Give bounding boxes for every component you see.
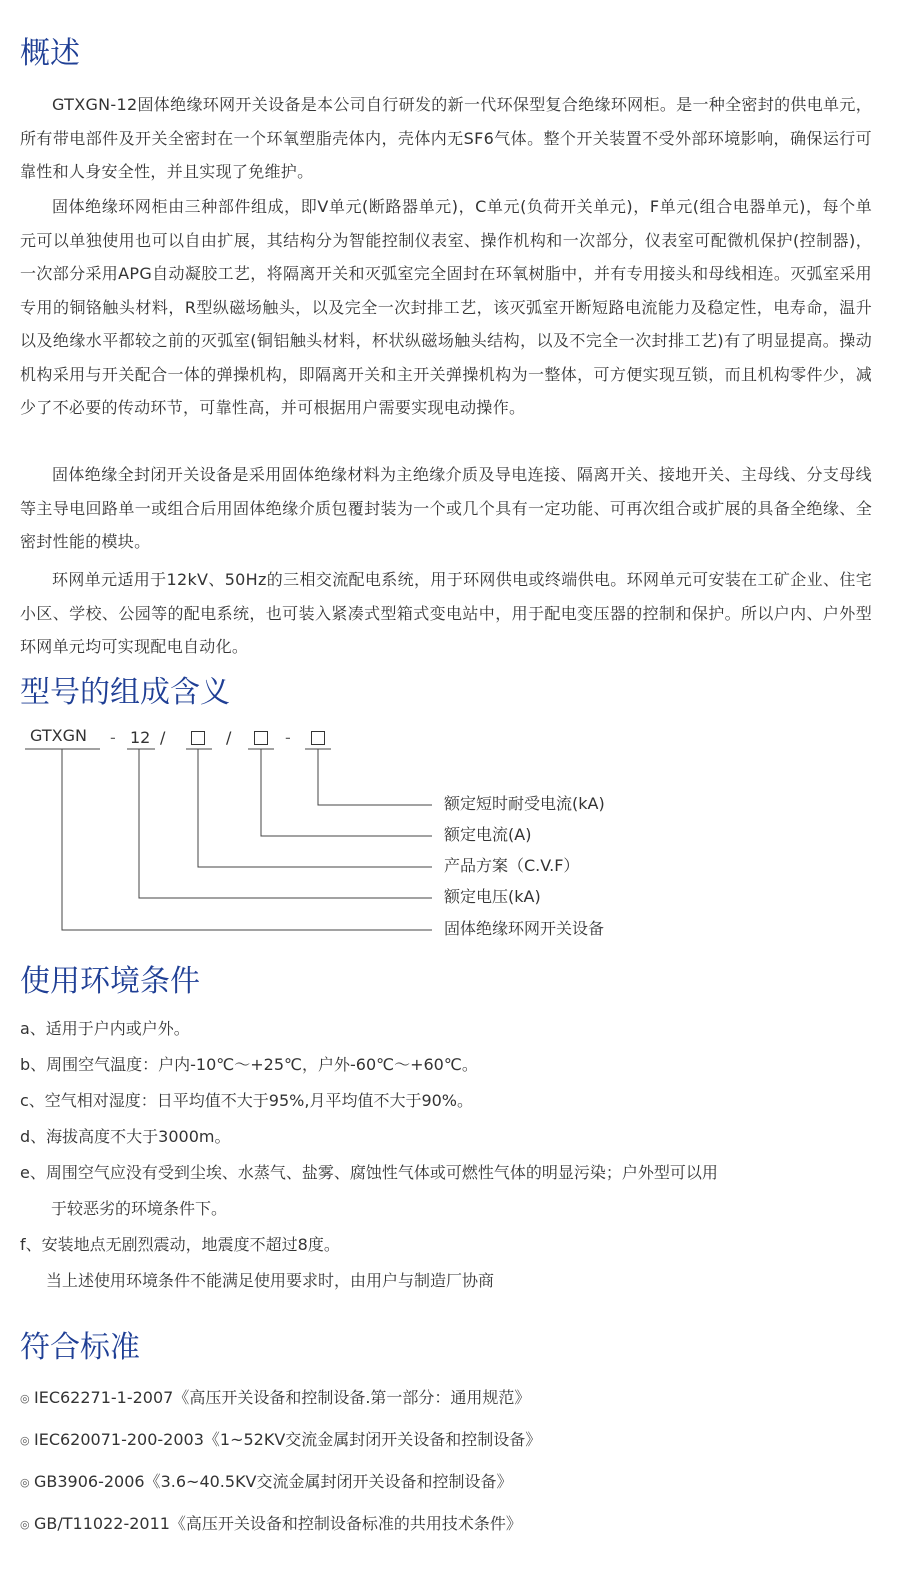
standard-text: GB/T11022-2011《高压开关设备和控制设备标准的共用技术条件》	[34, 1514, 522, 1533]
leader-prefix	[62, 749, 432, 930]
code-separator-1: -	[110, 728, 116, 747]
overview-paragraph-3: 固体绝缘全封闭开关设备是采用固体绝缘材料为主绝缘介质及导电连接、隔离开关、接地开关、主母线、分支母线等主导电回路单一或组合后用固体绝缘介质包覆封装为一个或几个具有一定功能、可再次组合或扩展的具备全绝缘、全密封性能的模块。	[20, 465, 872, 551]
standard-item	[20, 1385, 530, 1412]
label-rated-current: 额定电流(A)	[444, 825, 532, 844]
code-prefix: GTXGN	[30, 726, 87, 745]
standard-text: IEC620071-200-2003《1~52KV交流金属封闭开关设备和控制设备》	[34, 1430, 542, 1449]
code-voltage: 12	[130, 728, 151, 747]
environment-title: 使用环境条件	[20, 964, 200, 999]
label-product-scheme: 产品方案（C.V.F）	[444, 856, 580, 875]
standard-item	[20, 1427, 541, 1454]
overview-paragraph-4: 环网单元适用于12kV、50Hz的三相交流配电系统，用于环网供电或终端供电。环网单元可安装在工矿企业、住宅小区、学校、公园等的配电系统，也可装入紧凑式型箱式变电站中，用于配电变压器的控制和保护。所以户内、户外型环网单元均可实现配电自动化。	[20, 570, 872, 656]
bullet-icon: ◎	[20, 1518, 30, 1531]
label-equipment-name: 固体绝缘环网开关设备	[444, 919, 605, 938]
environment-item-d: d、海拔高度不大于3000m。	[20, 1127, 231, 1146]
leader-short-time	[318, 749, 432, 805]
standard-item	[20, 1469, 513, 1496]
bullet-icon: ◎	[20, 1392, 30, 1405]
model-title: 型号的组成含义	[20, 675, 230, 710]
environment-note: 当上述使用环境条件不能满足使用要求时，由用户与制造厂协商	[46, 1271, 495, 1290]
overview-paragraph-1: GTXGN-12固体绝缘环网开关设备是本公司自行研发的新一代环保型复合绝缘环网柜。是一种全密封的供电单元，所有带电部件及开关全密封在一个环氧塑脂壳体内，壳体内无SF6气体。整个开关装置不受外部环境影响，确保运行可靠性和人身安全性，并且实现了免维护。	[20, 95, 872, 181]
bullet-icon: ◎	[20, 1476, 30, 1489]
code-box-scheme	[191, 731, 205, 745]
label-rated-voltage: 额定电压(kA)	[444, 887, 541, 906]
leader-current	[261, 749, 432, 836]
standards-title: 符合标准	[20, 1330, 140, 1365]
environment-item-b: b、周围空气温度：户内-10℃～+25℃，户外-60℃～+60℃。	[20, 1055, 478, 1074]
bullet-icon: ◎	[20, 1434, 30, 1447]
code-slash-1: /	[160, 728, 166, 747]
label-short-time-current: 额定短时耐受电流(kA)	[444, 794, 605, 813]
standard-item	[20, 1511, 522, 1538]
environment-item-e-cont: 于较恶劣的环境条件下。	[51, 1199, 228, 1218]
leader-voltage	[139, 749, 432, 898]
leader-scheme	[198, 749, 432, 867]
model-code-diagram	[0, 720, 900, 950]
environment-item-f: f、安装地点无剧烈震动，地震度不超过8度。	[20, 1235, 340, 1254]
code-separator-2: -	[285, 728, 291, 747]
environment-item-c: c、空气相对湿度：日平均值不大于95%,月平均值不大于90%。	[20, 1091, 474, 1110]
code-box-short-time	[311, 731, 325, 745]
code-box-current	[254, 731, 268, 745]
environment-item-e: e、周围空气应没有受到尘埃、水蒸气、盐雾、腐蚀性气体或可燃性气体的明显污染；户外型可以用	[20, 1163, 718, 1182]
code-slash-2: /	[226, 728, 232, 747]
overview-paragraph-2: 固体绝缘环网柜由三种部件组成，即V单元(断路器单元)，C单元(负荷开关单元)，F单元(组合电器单元)，每个单元可以单独使用也可以自由扩展，其结构分为智能控制仪表室、操作机构和一次部分，仪表室可配微机保护(控制器)，一次部分采用APG自动凝胶工艺，将隔离开关和灭弧室完全固封在环氧树脂中，并有专用接头和母线相连。灭弧室采用专用的铜铬触头材料，R型纵磁场触头，以及完全一次封排工艺，该灭弧室开断短路电流能力及稳定性，电寿命，温升以及绝缘水平都较之前的灭弧室(铜铝触头材料，杯状纵磁场触头结构，以及不完全一次封排工艺)有了明显提高。操动机构采用与开关配合一体的弹操机构，即隔离开关和主开关弹操机构为一整体，可方便实现互锁，而且机构零件少，减少了不必要的传动环节，可靠性高，并可根据用户需要实现电动操作。	[20, 197, 872, 417]
standard-text: IEC62271-1-2007《高压开关设备和控制设备.第一部分：通用规范》	[34, 1388, 531, 1407]
environment-item-a: a、适用于户内或户外。	[20, 1019, 190, 1038]
standard-text: GB3906-2006《3.6~40.5KV交流金属封闭开关设备和控制设备》	[34, 1472, 513, 1491]
overview-title: 概述	[20, 36, 80, 71]
